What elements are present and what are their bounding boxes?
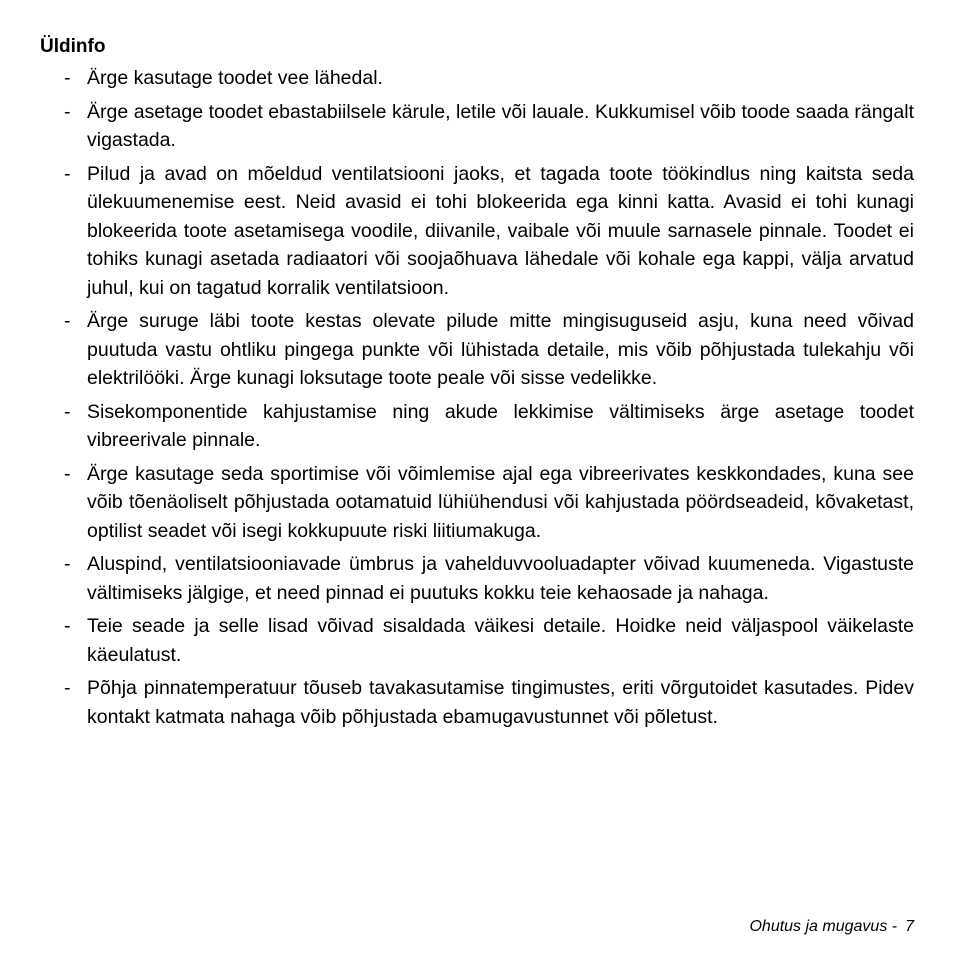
list-item bbox=[40, 398, 914, 455]
list-item-text: Ärge suruge läbi toote kestas olevate pilude mitte mingisuguseid asju, kuna need võivad puutuda vastu ohtliku pingega punkte või lühistada detaile, mis võib põhjustada tulekahju või elektrilööki. Ärge kunagi loksutage toote peale või sisse vedelikke. bbox=[87, 310, 914, 389]
list-item bbox=[40, 550, 914, 607]
list-item-text: Aluspind, ventilatsiooniavade ümbrus ja vahelduvvooluadapter võivad kuumeneda. Vigastuste vältimiseks jälgige, et need pinnad ei puutuks kokku teie kehaosade ja nahaga. bbox=[87, 553, 914, 604]
footer-section-title: Ohutus ja mugavus - bbox=[749, 918, 898, 935]
list-bullet: - bbox=[64, 162, 71, 185]
list-item-text: Põhja pinnatemperatuur tõuseb tavakasutamise tingimustes, eriti võrgutoidet kasutades. Pidev kontakt katmata nahaga võib põhjustada ebamugavustunnet või põletust. bbox=[87, 677, 914, 728]
list-item bbox=[40, 307, 914, 393]
list-bullet: - bbox=[64, 553, 71, 575]
list-bullet: - bbox=[64, 462, 71, 485]
list-item-text: Ärge kasutage toodet vee lähedal. bbox=[87, 67, 383, 89]
list-item-text: Ärge kasutage seda sportimise või võimlemise ajal ega vibreerivates keskkondades, kuna see võib tõenäoliselt põhjustada ootamatuid lühiühendusi või kahjustada pöördseadeid, kõvaketast, optilist seadet või isegi kokkupuute riski liitiumakuga. bbox=[87, 462, 914, 542]
safety-list bbox=[40, 64, 914, 731]
list-bullet: - bbox=[64, 615, 71, 637]
page-number: 7 bbox=[905, 918, 914, 935]
list-bullet: - bbox=[64, 310, 71, 332]
list-item bbox=[40, 160, 914, 303]
page-footer bbox=[749, 917, 914, 937]
list-bullet: - bbox=[64, 100, 71, 123]
list-bullet: - bbox=[64, 677, 71, 699]
list-item-text: Sisekomponentide kahjustamise ning akude lekkimise vältimiseks ärge asetage toodet vibreerivale pinnale. bbox=[87, 400, 914, 451]
section-heading: Üldinfo bbox=[40, 36, 106, 57]
list-item bbox=[40, 64, 914, 93]
list-item bbox=[40, 674, 914, 731]
list-item bbox=[40, 460, 914, 546]
document-page bbox=[40, 34, 914, 736]
list-item-text: Teie seade ja selle lisad võivad sisaldada väikesi detaile. Hoidke neid väljaspool väikelaste käeulatust. bbox=[87, 615, 914, 666]
list-bullet: - bbox=[64, 67, 71, 89]
list-item bbox=[40, 612, 914, 669]
list-item-text: Pilud ja avad on mõeldud ventilatsiooni jaoks, et tagada toote töökindlus ning kaitsta seda ülekuumenemise eest. Neid avasid ei tohi blokeerida ega kinni katta. Avasid ei tohi kunagi blokeerida toote asetamisega voodile, diivanile, vaibale või muule sarnasele pinnale. Toodet ei tohiks kunagi asetada radiaatori või soojaõhuava lähedale või kohale ega kappi, välja arvatud juhul, kui on tagatud korralik ventilatsioon. bbox=[87, 162, 914, 299]
list-item-text: Ärge asetage toodet ebastabiilsele kärule, letile või lauale. Kukkumisel võib toode saada rängalt vigastada. bbox=[87, 100, 914, 151]
list-bullet: - bbox=[64, 400, 71, 423]
list-item bbox=[40, 98, 914, 155]
